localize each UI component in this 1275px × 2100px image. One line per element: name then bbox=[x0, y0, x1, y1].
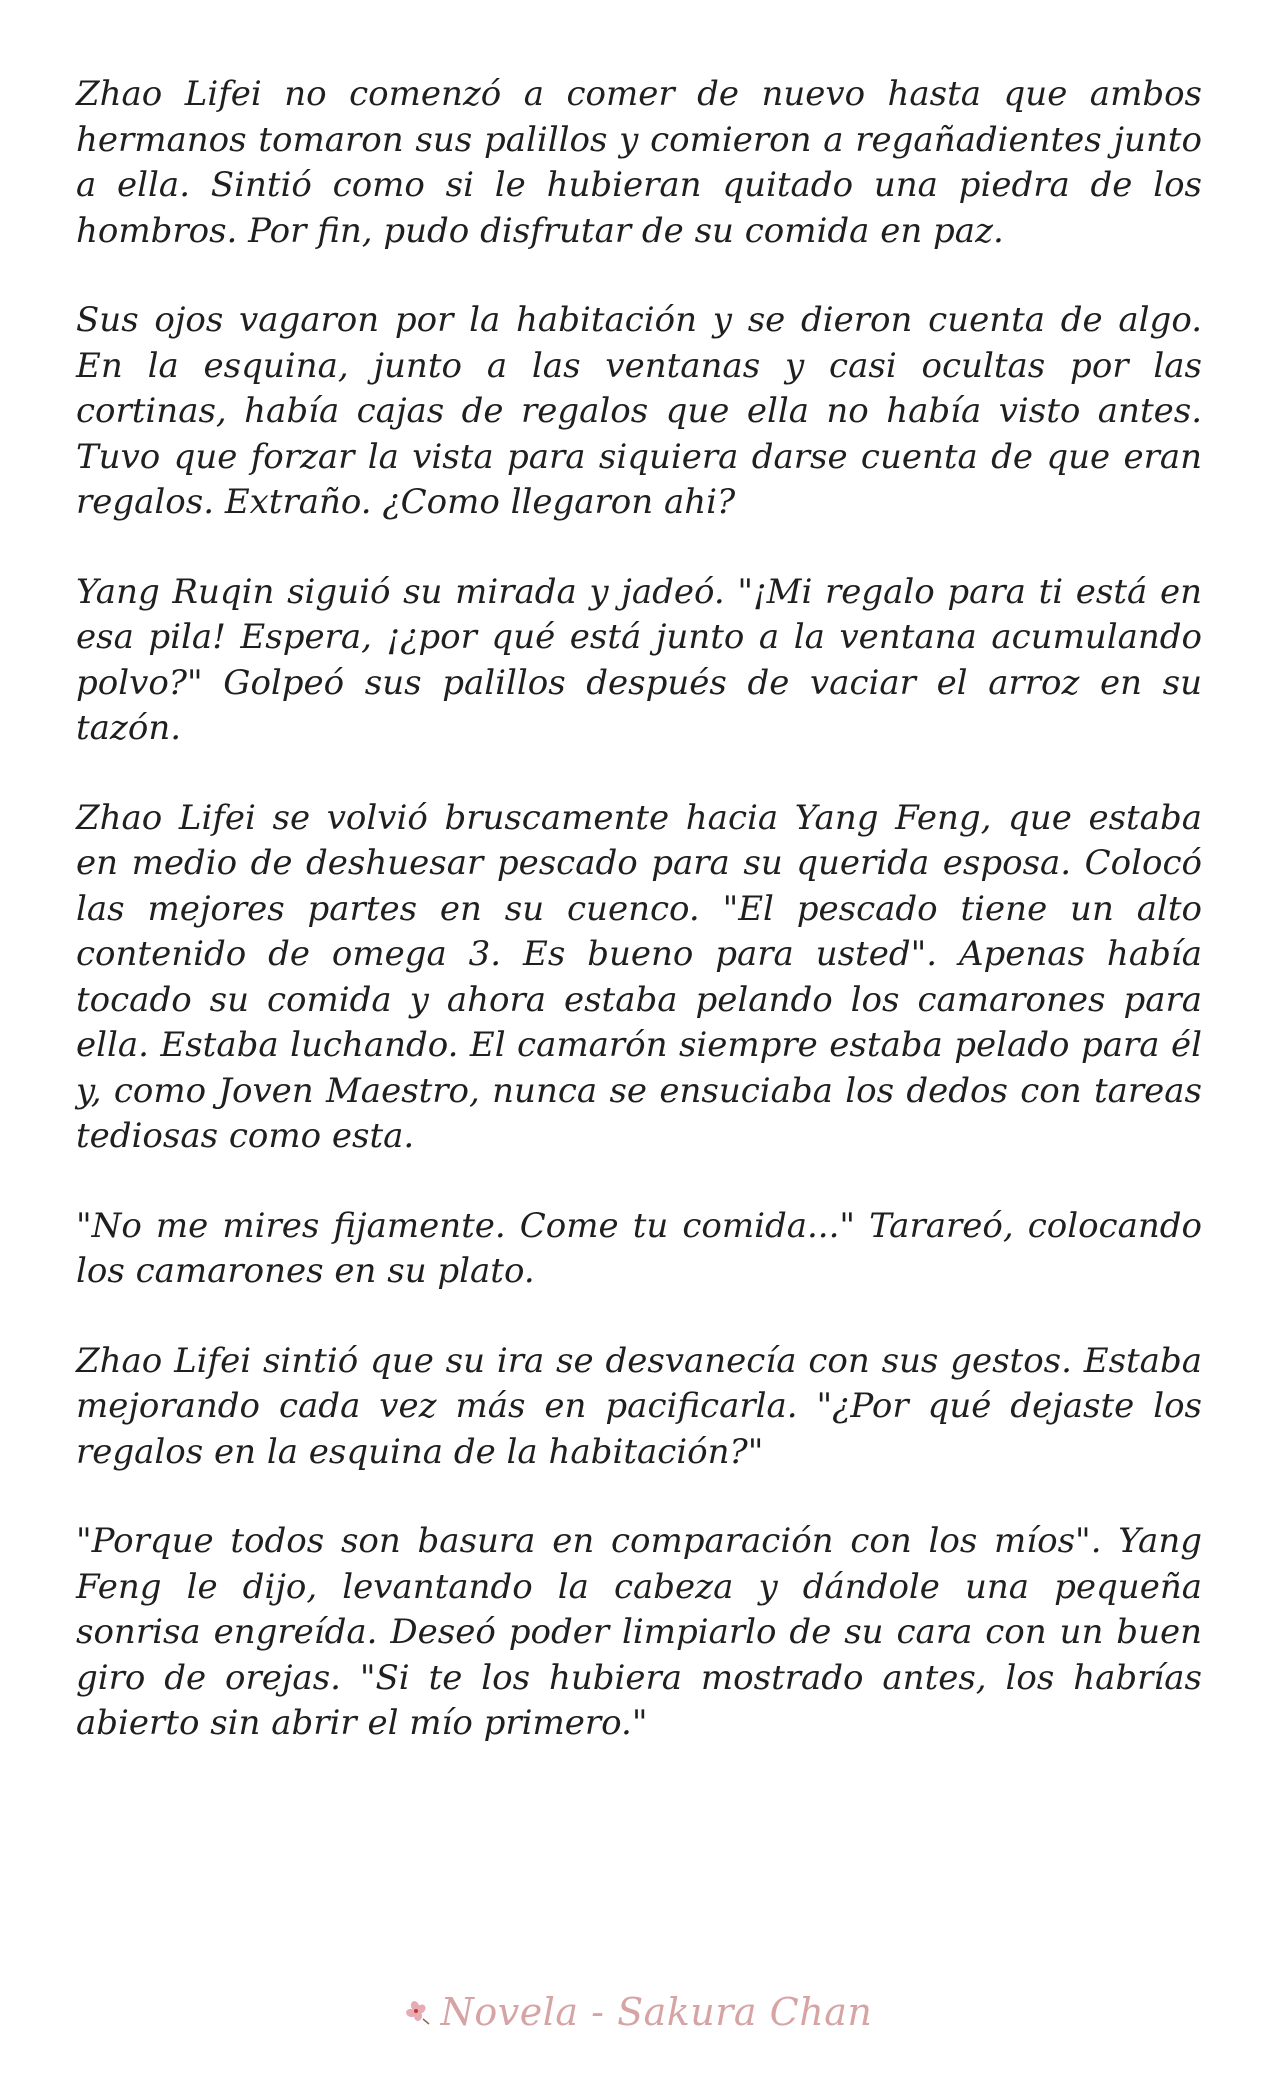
paragraph-7: "Porque todos son basura en comparación con los míos". Yang Feng le dijo, levantando la cabeza y dándole una pequeña sonrisa engreída. Deseó poder limpiarlo de su cara con un buen giro de orejas. "Si te los hubiera mostrado antes, los habrías abierto sin abrir el mío primero." bbox=[76, 1521, 1202, 1743]
paragraph-3: Yang Ruqin siguió su mirada y jadeó. "¡Mi regalo para ti está en esa pila! Espera, ¡¿por qué está junto a la ventana acumulando polvo?" Golpeó sus palillos después de vaciar el arroz en su tazón. bbox=[76, 571, 1202, 748]
watermark-footer bbox=[0, 1990, 1275, 2034]
paragraph-5: "No me mires fijamente. Come tu comida..." Tarareó, colocando los camarones en su plato. bbox=[76, 1205, 1202, 1291]
watermark-text: Novela - Sakura Chan bbox=[440, 1990, 873, 2034]
paragraph-6: Zhao Lifei sintió que su ira se desvanecía con sus gestos. Estaba mejorando cada vez más en pacificarla. "¿Por qué dejaste los regalos en la esquina de la habitación?" bbox=[76, 1340, 1202, 1472]
story-text bbox=[76, 72, 1202, 1791]
paragraph-4: Zhao Lifei se volvió bruscamente hacia Yang Feng, que estaba en medio de deshuesar pescado para su querida esposa. Colocó las mejores partes en su cuenco. "El pescado tiene un alto contenido de omega 3. Es bueno para usted". Apenas había tocado su comida y ahora estaba pelando los camarones para ella. Estaba luchando. El camarón siempre estaba pelado para él y, como Joven Maestro, nunca se ensuciaba los dedos con tareas tediosas como esta. bbox=[76, 797, 1202, 1156]
paragraph-2: Sus ojos vagaron por la habitación y se dieron cuenta de algo. En la esquina, junto a las ventanas y casi ocultas por las cortinas, había cajas de regalos que ella no había visto antes. Tuvo que forzar la vista para siquiera darse cuenta de que eran regalos. Extraño. ¿Como llegaron ahi? bbox=[76, 300, 1202, 522]
cherry-blossom-icon bbox=[403, 1997, 433, 2027]
paragraph-1: Zhao Lifei no comenzó a comer de nuevo hasta que ambos hermanos tomaron sus palillos y comieron a regañadientes junto a ella. Sintió como si le hubieran quitado una piedra de los hombros. Por fin, pudo disfrutar de su comida en paz. bbox=[76, 74, 1202, 251]
